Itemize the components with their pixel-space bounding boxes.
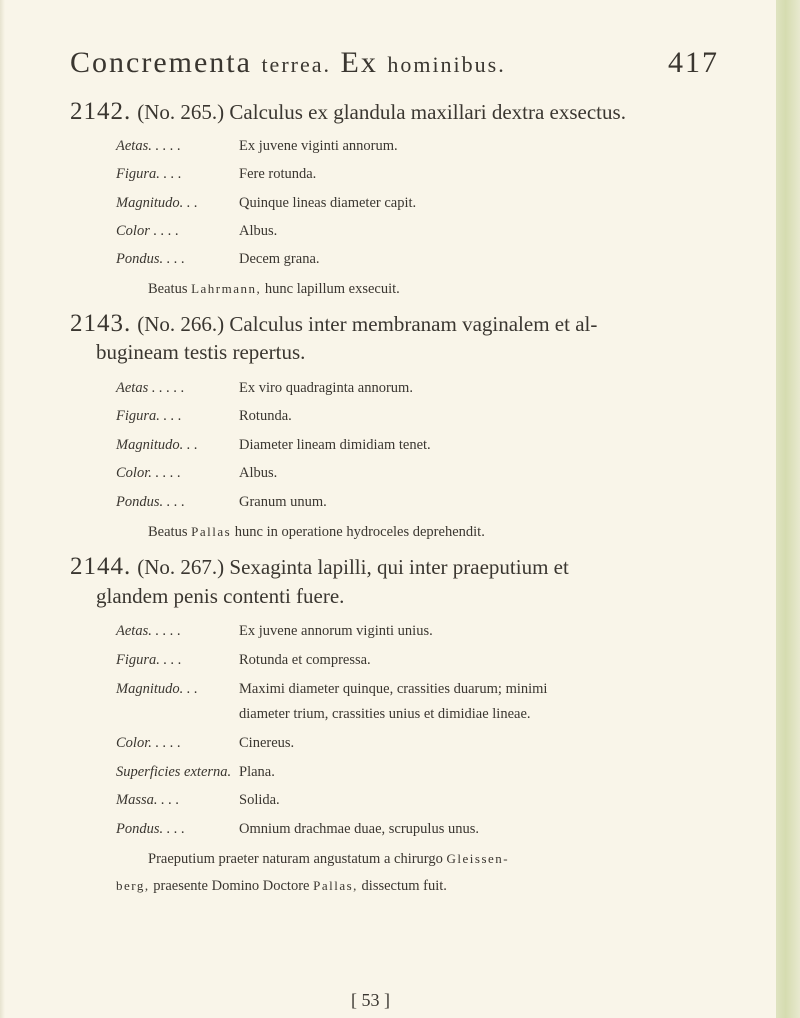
- field-label: Figura. . . .: [116, 652, 182, 668]
- field-label: Aetas. . . . .: [116, 623, 181, 639]
- field-label: Color . . . .: [116, 223, 179, 239]
- field-label: Figura. . . .: [116, 166, 182, 182]
- field-label: Pondus. . . .: [116, 251, 185, 267]
- field-value: Cinereus.: [239, 735, 295, 751]
- entry-note-line-1: [148, 851, 509, 868]
- running-head: [70, 46, 720, 80]
- field-label: Color. . . . .: [116, 465, 181, 481]
- entry-title: (No. 265.) Calculus ex glandula maxillari dextra exsectus.: [137, 100, 626, 124]
- field-label: Color. . . . .: [116, 735, 181, 751]
- entry-note: [148, 281, 400, 298]
- field-label: Aetas. . . . .: [116, 138, 181, 154]
- note-name: Pallas: [191, 524, 232, 539]
- note-name: Pallas,: [313, 878, 358, 893]
- note-text: hunc in operatione hydroceles deprehendit.: [234, 524, 485, 540]
- note-name: Lahrmann,: [191, 281, 262, 296]
- field-value: Decem grana.: [239, 251, 320, 267]
- field-value: Plana.: [239, 764, 275, 780]
- field-value: Albus.: [239, 465, 278, 481]
- field-label: Pondus. . . .: [116, 821, 185, 837]
- page-edge-stack: [776, 0, 800, 1018]
- field-value: Solida.: [239, 792, 280, 808]
- field-label: Magnitudo. . .: [116, 681, 198, 697]
- field-value: Ex juvene annorum viginti unius.: [239, 623, 433, 639]
- field-value: Granum unum.: [239, 494, 327, 510]
- entry-title-continuation: glandem penis contenti fuere.: [96, 584, 345, 608]
- field-label: Aetas . . . . .: [116, 380, 185, 396]
- entry-number: 2142.: [70, 98, 132, 125]
- field-value: Rotunda et compressa.: [239, 652, 371, 668]
- note-text: hunc lapillum exsecuit.: [264, 281, 400, 297]
- entry-number: 2144.: [70, 553, 132, 580]
- entry-2142-heading: [70, 98, 626, 126]
- entry-2144-heading: [70, 553, 569, 581]
- note-text: Beatus: [148, 281, 188, 297]
- field-label: Magnitudo. . .: [116, 195, 198, 211]
- field-label: Superficies externa.: [116, 764, 232, 780]
- field-label: Magnitudo. . .: [116, 437, 198, 453]
- field-label: Pondus. . . .: [116, 494, 185, 510]
- entry-title-continuation: bugineam testis repertus.: [96, 340, 306, 364]
- entry-title: (No. 266.) Calculus inter membranam vaginalem et al-: [137, 312, 598, 336]
- entry-note-line-2: [116, 878, 447, 895]
- running-head-title-3: Ex: [340, 46, 378, 79]
- entry-note: [148, 524, 485, 541]
- running-head-title-2: terrea.: [261, 52, 331, 77]
- entry-2143-heading: [70, 310, 597, 338]
- field-label: Figura. . . .: [116, 408, 182, 424]
- field-value: Diameter lineam dimidiam tenet.: [239, 437, 431, 453]
- page-gutter-shadow: [0, 0, 5, 1018]
- field-value: Maximi diameter quinque, crassities duarum; minimi: [239, 681, 548, 697]
- note-name: berg,: [116, 878, 150, 893]
- running-head-title-4: hominibus.: [387, 52, 506, 77]
- signature-mark: [ 53 ]: [351, 990, 390, 1010]
- field-value: Albus.: [239, 223, 278, 239]
- field-label: Massa. . . .: [116, 792, 180, 808]
- note-text: dissectum fuit.: [361, 878, 447, 894]
- entry-title: (No. 267.) Sexaginta lapilli, qui inter praeputium et: [137, 555, 569, 579]
- note-text: Praeputium praeter naturam angustatum a chirurgo: [148, 851, 443, 867]
- field-value: Ex viro quadraginta annorum.: [239, 380, 413, 396]
- note-text: Beatus: [148, 524, 188, 540]
- field-value: Quinque lineas diameter capit.: [239, 195, 417, 211]
- page-number: 417: [668, 46, 719, 79]
- field-value-continuation: diameter trium, crassities unius et dimidiae lineae.: [239, 706, 531, 722]
- note-name: Gleissen-: [446, 851, 510, 866]
- field-value: Fere rotunda.: [239, 166, 317, 182]
- entry-number: 2143.: [70, 310, 132, 337]
- field-value: Rotunda.: [239, 408, 292, 424]
- field-value: Ex juvene viginti annorum.: [239, 138, 398, 154]
- note-text: praesente Domino Doctore: [153, 878, 310, 894]
- field-value: Omnium drachmae duae, scrupulus unus.: [239, 821, 480, 837]
- running-head-title-1: Concrementa: [70, 46, 252, 79]
